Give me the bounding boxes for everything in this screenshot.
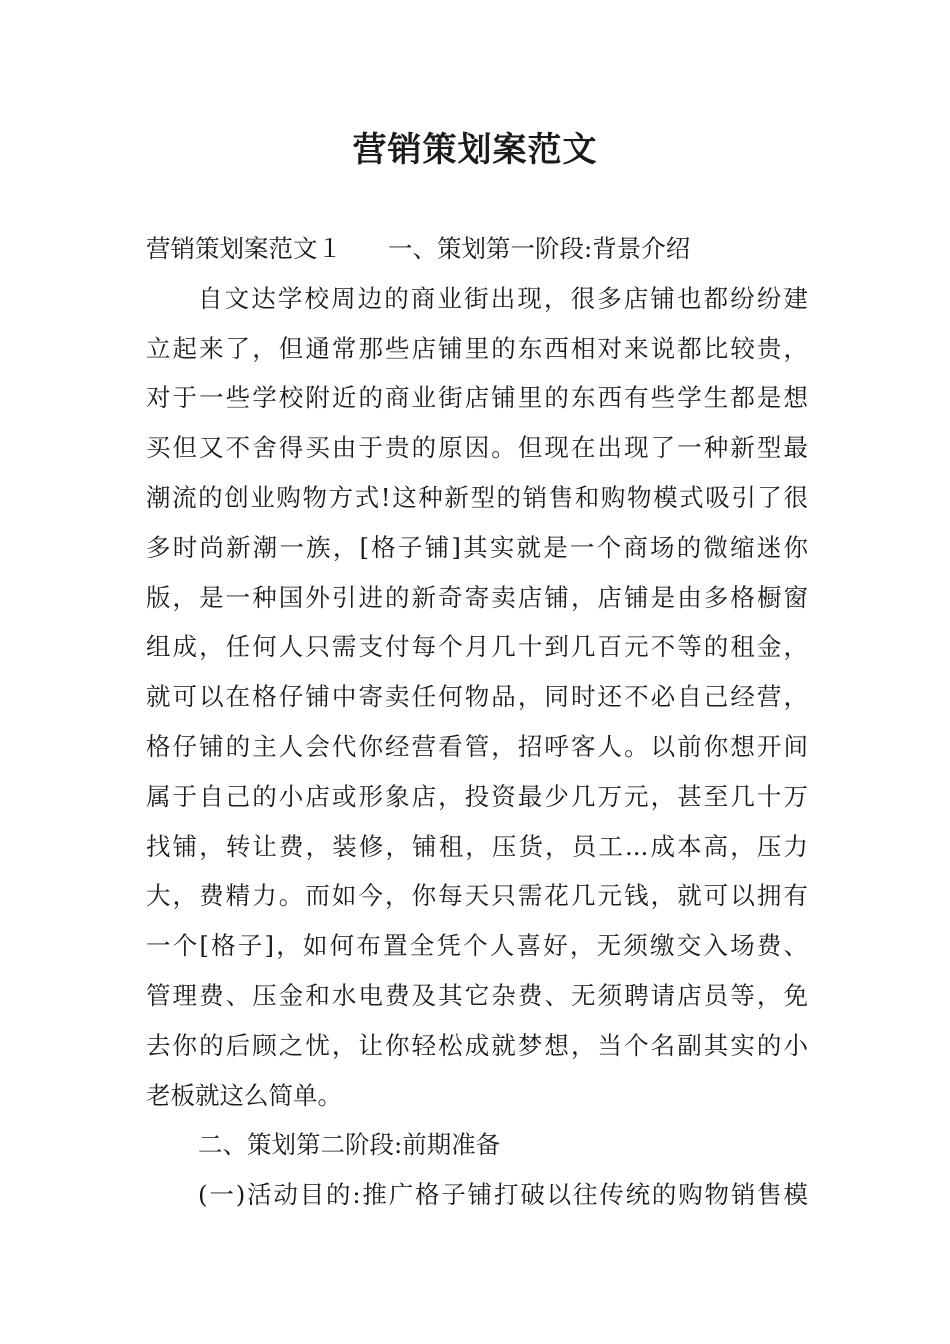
section-heading-1: 一、策划第一阶段:背景介绍 bbox=[388, 234, 691, 263]
paragraph-line: 对于一些学校附近的商业街店铺里的东西有些学生都是想 bbox=[146, 383, 808, 413]
paragraph-line: 版，是一种国外引进的新奇寄卖店铺，店铺是由多格橱窗 bbox=[146, 582, 808, 612]
heading-label: 营销策划案范文１ bbox=[146, 234, 342, 263]
document-title: 营销策划案范文 bbox=[352, 130, 598, 170]
paragraph-line: 找铺，转让费，装修，铺租，压货，员工...成本高，压力 bbox=[146, 831, 808, 861]
paragraph-line: 大，费精力。而如今，你每天只需花几元钱，就可以拥有 bbox=[146, 881, 808, 911]
paragraph-line: 立起来了，但通常那些店铺里的东西相对来说都比较贵， bbox=[146, 333, 808, 363]
paragraph-line: 多时尚新潮一族，[格子铺]其实就是一个商场的微缩迷你 bbox=[146, 532, 808, 562]
paragraph-line: 一个[格子]，如何布置全凭个人喜好，无须缴交入场费、 bbox=[146, 931, 808, 961]
paragraph-line: 属于自己的小店或形象店，投资最少几万元，甚至几十万 bbox=[146, 781, 808, 811]
section-heading-2: 二、策划第二阶段:前期准备 bbox=[198, 1130, 501, 1160]
heading-line bbox=[146, 224, 808, 274]
paragraph-line: 自文达学校周边的商业街出现，很多店铺也都纷纷建 bbox=[198, 283, 808, 313]
paragraph-line: 潮流的创业购物方式!这种新型的销售和购物模式吸引了很 bbox=[146, 482, 808, 512]
paragraph-line: 管理费、压金和水电费及其它杂费、无须聘请店员等，免 bbox=[146, 980, 808, 1010]
paragraph-line: 就可以在格仔铺中寄卖任何物品，同时还不必自己经营， bbox=[146, 682, 808, 712]
document-body bbox=[146, 224, 808, 1220]
paragraph-line: 格仔铺的主人会代你经营看管，招呼客人。以前你想开间 bbox=[146, 731, 808, 761]
section2-item-1: (一)活动目的:推广格子铺打破以往传统的购物销售模 bbox=[198, 1180, 808, 1210]
paragraph-line: 组成，任何人只需支付每个月几十到几百元不等的租金， bbox=[146, 632, 808, 662]
paragraph-line: 买但又不舍得买由于贵的原因。但现在出现了一种新型最 bbox=[146, 433, 808, 463]
paragraph-line: 去你的后顾之忧，让你轻松成就梦想，当个名副其实的小 bbox=[146, 1030, 808, 1060]
paragraph-line: 老板就这么简单。 bbox=[146, 1080, 342, 1110]
